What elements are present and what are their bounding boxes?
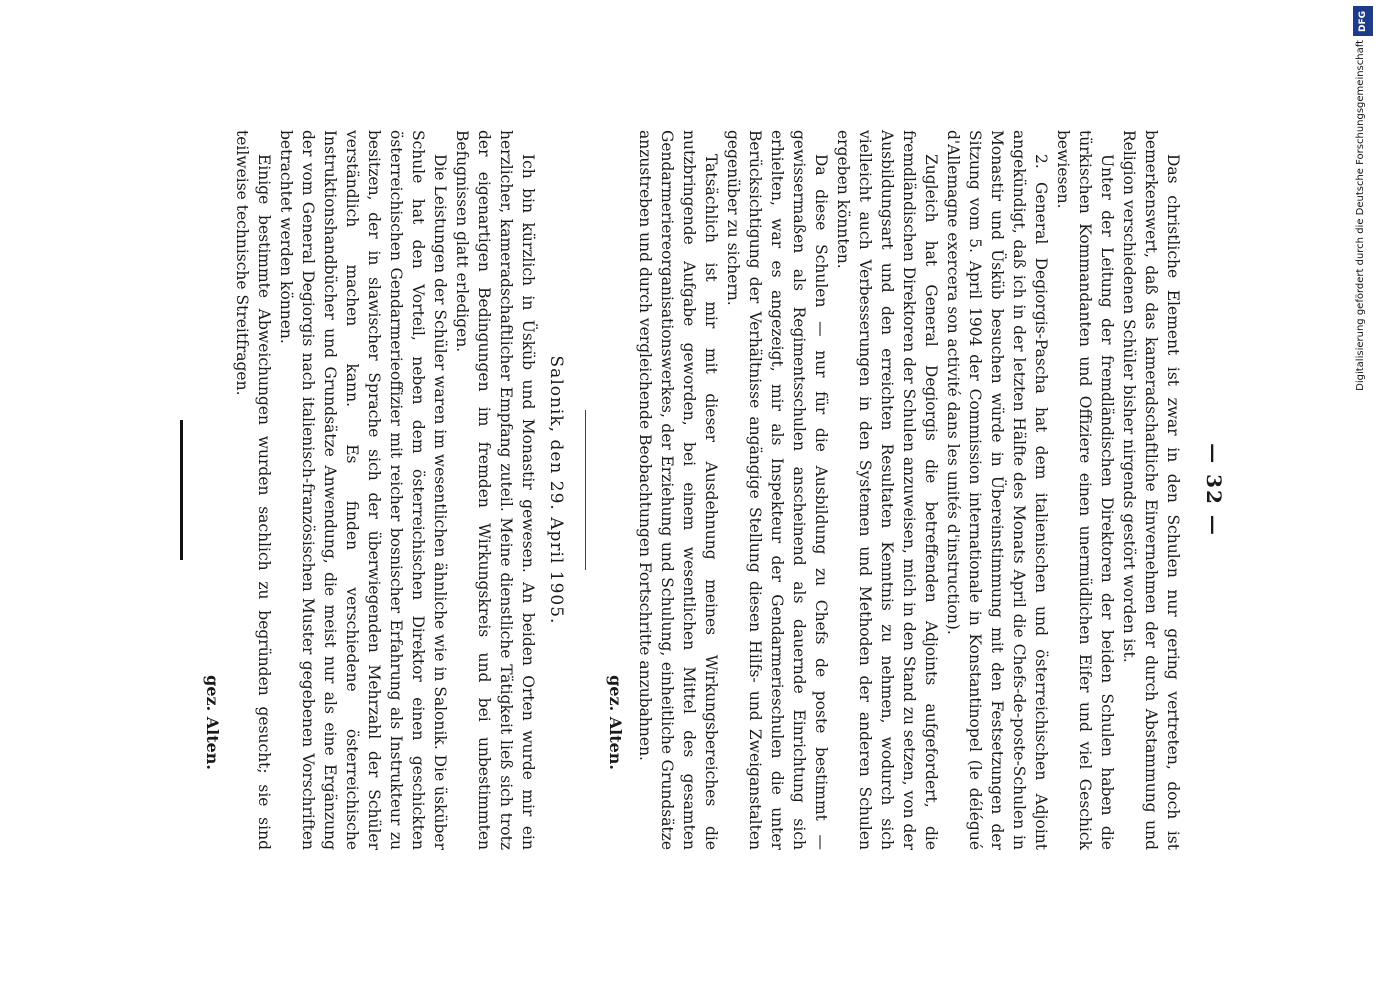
paragraph: Ich bin kürzlich in Üsküb und Monastir gewesen. An beiden Orten wurde mir ein herzlicher, kameradschaftlicher Empfang zuteil. Meine dienstliche Tätigkeit ließ sich trotz der eigenartigen Bedingungen im fremden Wirkungskreis und bei unbestimmten Befugnissen glatt erledigen. <box>453 130 537 850</box>
paragraph: 2. General Degiorgis-Pascha hat dem italienischen und österreichischen Adjoint angekündigt, daß ich in der letzten Hälfte des Monats April die Chefs-de-poste-Schulen in Monastir und Üsküb besuchen würde in Übereinstimmung mit den Festsetzungen der Sitzung vom 5. April 1904 der Commission internationale in Konstantinopel (le délégué d'Allemagne exercera son activité dans les unités d'instruction). <box>944 130 1050 850</box>
letter-heading: Salonik, den 29. April 1905. <box>546 355 566 625</box>
paragraph: Da diese Schulen — nur für die Ausbildung zu Chefs de poste bestimmt — gewissermaßen als Regimentsschulen anscheinend als dauernde Einrichtung sich erhielten, war es angezeigt, mir als Inspekteur der Gendarmerieschulen die unter Berücksichtigung der Verhältnisse angängige Stellung diesen Hilfs- und Zweiganstalten gegenüber zu sichern. <box>724 130 830 850</box>
closing-rule <box>180 420 183 560</box>
signature: gez. Alten. <box>203 675 222 770</box>
paragraph: Tatsächlich ist mir mit dieser Ausdehnung meines Wirkungsbereiches die nutzbringende Aufgabe geworden, bei einem wesentlichen Mittel des gesamten Gendarmeriereorganisationswerkes, der Erziehung und Schulung, einheitliche Grundsätze anzustreben und durch vergleichende Beobachtungen Fortschritte anzubahnen. <box>636 130 720 850</box>
dfg-logo-icon: DFG <box>1353 6 1373 36</box>
paragraph: Zugleich hat General Degiorgis die betreffenden Adjoints aufgefordert, die fremdländischen Direktoren der Schulen anzuweisen, mich in den Stand zu setzen, von der Ausbildungsart und den erreichten Resultaten Kenntnis zu nehmen, wodurch sich vielleicht auch Verbesserungen in den Systemen und Methoden der anderen Schulen ergeben könnten. <box>834 130 940 850</box>
paragraph: Das christliche Element ist zwar in den Schulen nur gering vertreten, doch ist bemerkenswert, daß das kameradschaftliche Einvernehmen der durch Abstammung und Religion verschiedenen Schüler bisher nirgends gestört worden ist. <box>1120 130 1182 850</box>
paragraph: Unter der Leitung der fremdländischen Direktoren der beiden Schulen haben die türkischen Kommandanten und Offiziere einen unermüdlichen Eifer und viel Geschick bewiesen. <box>1054 130 1116 850</box>
dfg-credit-text: Digitalisierung gefördert durch die Deutsche Forschungsgemeinschaft <box>1355 40 1366 391</box>
signature: gez. Alten. <box>606 675 625 770</box>
rotated-page <box>96 130 1226 850</box>
divider <box>585 410 586 570</box>
page-content <box>96 130 1226 850</box>
page-number: — 32 — <box>1202 443 1226 537</box>
dfg-stamp <box>1351 0 1375 1000</box>
paragraph: Einige bestimmte Abweichungen wurden sachlich zu begründen gesucht; sie sind teilweise technische Streitfragen. <box>233 130 273 850</box>
body-text <box>162 130 1184 850</box>
paragraph: Die Leistungen der Schüler waren im wesentlichen ähnliche wie in Salonik. Die üsküber Schule hat den Vorteil, neben dem österreichischen Direktor einen geschickten österreichischen Gendarmerieoffizier mit reicher bosnischer Erfahrung als Instrukteur zu besitzen, der in slawischer Sprache sich der überwiegenden Mehrzahl der Schüler verständlich machen kann. Es finden verschiedene österreichische Instruktionshandbücher und Grundsätze Anwendung, die meist nur als eine Ergänzung der vom General Degiorgis nach italienisch-französischen Muster gegebenen Vorschriften betrachtet werden können. <box>277 130 449 850</box>
